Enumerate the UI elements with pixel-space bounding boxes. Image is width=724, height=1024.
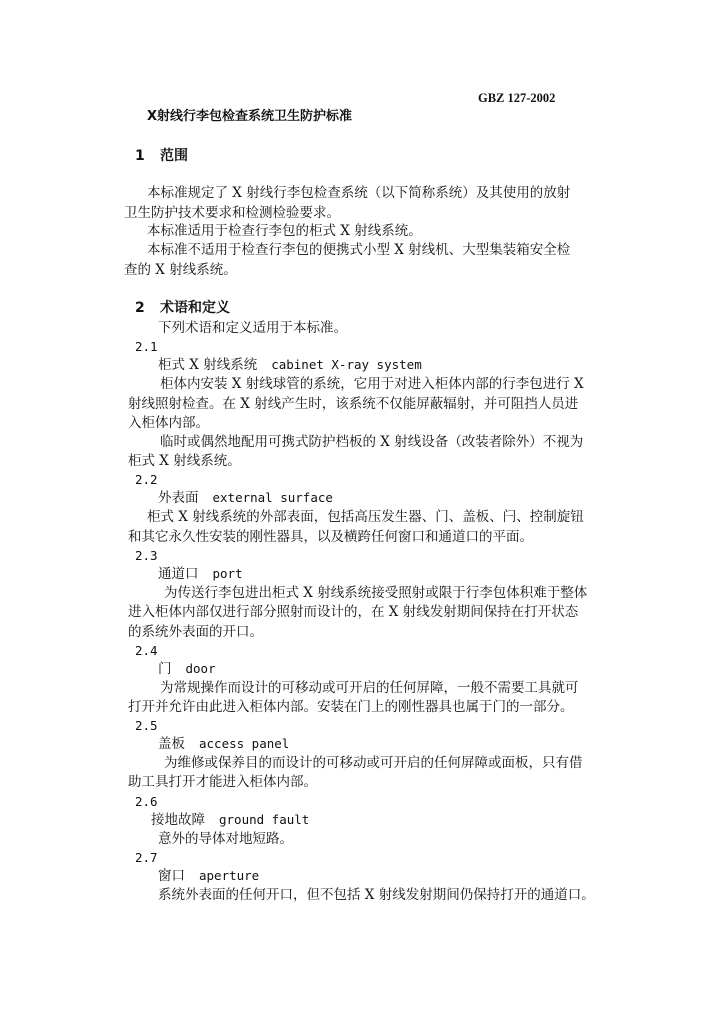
definition-line: 的系统外表面的开口。 [128,624,263,640]
definition-line: 进入柜体内部仅进行部分照射而设计的，在 X 射线发射期间保持在打开状态 [128,604,579,620]
definition-line: 柜式 X 射线系统的外部表面，包括高压发生器、门、盖板、闩、控制旋钮 [147,509,584,525]
definition-line: 入柜体内部。 [128,415,209,431]
term-en: cabinet X-ray system [271,357,422,372]
subsection-number: 2.4 [135,643,158,658]
section-1-heading: 范围 [160,148,188,164]
term-cn: 接地故障 [151,812,205,828]
definition-line: 为传送行李包进出柜式 X 射线系统接受照射或限于行李包体积难于整体 [164,585,588,601]
term-cn: 外表面 [158,490,199,506]
definition-line: 意外的导体对地短路。 [158,831,293,847]
document-title: X射线行李包检查系统卫生防护标准 [147,109,353,124]
definition-line: 和其它永久性安装的刚性器具，以及横跨任何窗口和通道口的平面。 [128,529,533,545]
definition-line: 柜体内安装 X 射线球管的系统，它用于对进入柜体内部的行李包进行 X [160,376,584,392]
term-heading [151,810,309,830]
term-cn: 盖板 [158,736,185,752]
subsection-number: 2.5 [135,718,158,733]
definition-line: 为常规操作而设计的可移动或可开启的任何屏障，一般不需要工具就可 [160,680,579,696]
definition-line: 临时或偶然地配用可携式防护档板的 X 射线设备（改装者除外）不视为 [160,434,584,450]
section-1-line: 本标准不适用于检查行李包的便携式小型 X 射线机、大型集装箱安全检 [147,242,571,258]
subsection-number: 2.3 [135,548,158,563]
term-en: door [185,661,216,676]
term-heading [158,564,243,584]
term-en: aperture [199,868,260,883]
term-en: ground fault [219,812,310,827]
definition-line: 柜式 X 射线系统。 [128,453,241,469]
definition-line: 打开并允许由此进入柜体内部。安装在门上的刚性器具也属于门的一部分。 [128,699,574,715]
term-heading [158,734,289,754]
section-2-heading: 术语和定义 [160,300,230,316]
term-heading [158,355,422,375]
standard-code: GBZ 127-2002 [478,91,556,105]
section-1-line: 卫生防护技术要求和检测检验要求。 [124,205,340,221]
definition-line: 系统外表面的任何开口，但不包括 X 射线发射期间仍保持打开的通道口。 [158,887,595,903]
term-en: port [212,566,243,581]
section-2-number: 2 [135,300,145,316]
term-en: external surface [212,490,333,505]
term-heading [158,866,259,886]
section-1-line: 本标准适用于检查行李包的柜式 X 射线系统。 [147,223,422,239]
subsection-number: 2.7 [135,850,158,865]
term-heading [158,488,333,508]
subsection-number: 2.2 [135,472,158,487]
term-en: access panel [199,736,290,751]
definition-line: 射线照射检查。在 X 射线产生时，该系统不仅能屏蔽辐射，并可阻挡人员进 [128,396,579,412]
term-cn: 门 [158,661,172,677]
section-1-number: 1 [135,148,145,164]
definition-line: 助工具打开才能进入柜体内部。 [128,774,317,790]
term-heading [158,659,216,679]
section-2-intro: 下列术语和定义适用于本标准。 [158,320,347,336]
section-1-line: 本标准规定了 X 射线行李包检查系统（以下简称系统）及其使用的放射 [147,185,571,201]
term-cn: 通道口 [158,566,199,582]
definition-line: 为维修或保养目的而设计的可移动或可开启的任何屏障或面板，只有借 [164,755,583,771]
term-cn: 窗口 [158,868,185,884]
section-1-line: 查的 X 射线系统。 [124,262,237,278]
subsection-number: 2.1 [135,339,158,354]
subsection-number: 2.6 [135,794,158,809]
term-cn: 柜式 X 射线系统 [158,357,258,373]
